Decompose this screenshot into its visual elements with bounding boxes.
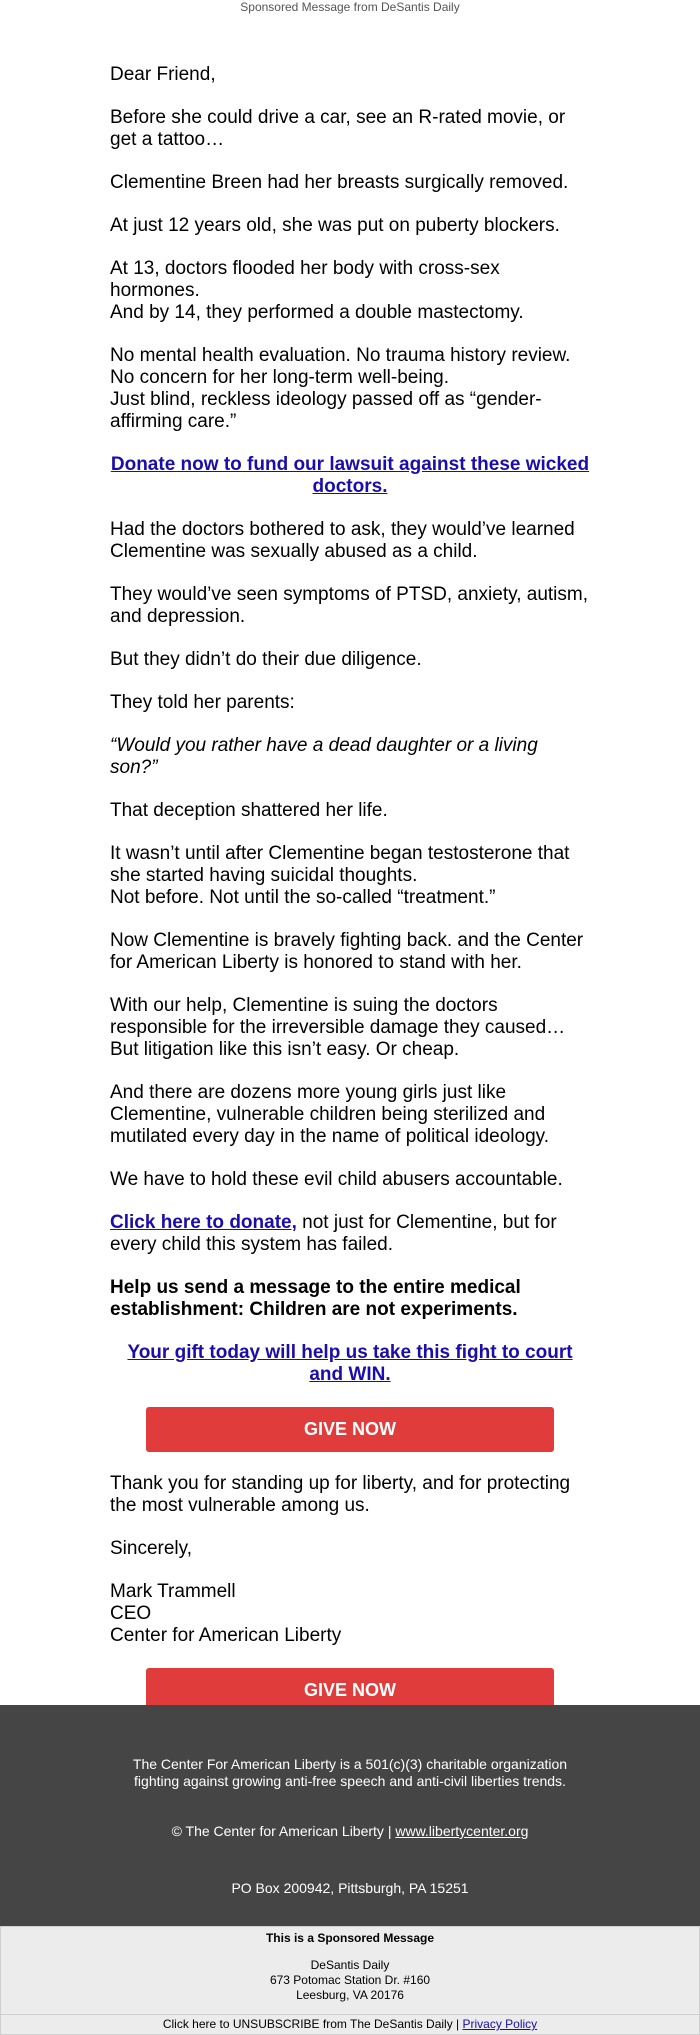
donate-link-block <box>110 454 590 498</box>
letter-body <box>110 64 590 1734</box>
sponsor-footer <box>0 1926 700 2035</box>
gift-court-link[interactable]: Your gift today will help us take this fight to court and WIN. <box>127 1342 573 1385</box>
paragraph <box>110 345 590 433</box>
gift-link-block <box>110 1342 590 1386</box>
org-description: The Center For American Liberty is a 501(c)(3) charitable organization fighting against growing anti-free speech and anti-civil liberties trends. <box>132 1756 568 1789</box>
line: At 13, doctors flooded her body with cross-sex hormones. <box>110 258 500 301</box>
privacy-policy-link[interactable]: Privacy Policy <box>462 2017 538 2031</box>
line: Not before. Not until the so-called “treatment.” <box>110 887 496 908</box>
paragraph: Before she could drive a car, see an R-rated movie, or get a tattoo… <box>110 107 566 150</box>
signature-name: Mark Trammell <box>110 1581 236 1602</box>
sponsor-footer-title: This is a Sponsored Message <box>265 1931 435 1945</box>
donate-lawsuit-link[interactable]: Donate now to fund our lawsuit against these wicked doctors. <box>110 454 590 497</box>
line: And by 14, they performed a double mastectomy. <box>110 302 524 323</box>
copyright-line <box>0 1823 700 1839</box>
paragraph: But they didn’t do their due diligence. <box>110 649 422 670</box>
paragraph: At just 12 years old, she was put on puberty blockers. <box>110 215 560 236</box>
bold-statement: Help us send a message to the entire medical establishment: Children are not experiments. <box>110 1277 521 1320</box>
closing: Sincerely, <box>110 1538 193 1559</box>
paragraph: Thank you for standing up for liberty, and for protecting the most vulnerable among us. <box>110 1473 571 1516</box>
organization-footer <box>0 1705 700 1926</box>
po-box-address: PO Box 200942, Pittsburgh, PA 15251 <box>231 1880 469 1896</box>
paragraph: Clementine Breen had her breasts surgically removed. <box>110 172 569 193</box>
sponsored-message-banner: Sponsored Message from DeSantis Daily <box>240 0 460 14</box>
website-link[interactable]: www.libertycenter.org <box>395 1823 529 1839</box>
paragraph: That deception shattered her life. <box>110 800 388 821</box>
click-rest-text: not just for Clementine, but for every child this system has failed. <box>110 1212 557 1255</box>
quote: “Would you rather have a dead daughter or a living son?” <box>110 735 538 778</box>
paragraph: Had the doctors bothered to ask, they would’ve learned Clementine was sexually abused as a child. <box>110 519 575 562</box>
paragraph <box>110 1212 590 1256</box>
sponsor-street: 673 Potomac Station Dr. #160 <box>269 1973 431 1987</box>
sponsor-address <box>1 1958 699 2003</box>
paragraph: With our help, Clementine is suing the doctors responsible for the irreversible damage they caused…But litigation like this isn’t easy. Or cheap. <box>110 995 566 1060</box>
paragraph: They would’ve seen symptoms of PTSD, anxiety, autism, and depression. <box>110 584 588 627</box>
paragraph: And there are dozens more young girls just like Clementine, vulnerable children being sterilized and mutilated every day in the name of political ideology. <box>110 1082 550 1147</box>
paragraph <box>110 258 590 324</box>
click-to-donate-link[interactable]: Click here to donate, <box>110 1212 297 1233</box>
signature <box>110 1581 590 1647</box>
unsubscribe-link[interactable]: Click here to UNSUBSCRIBE from The DeSantis Daily | <box>162 2017 463 2031</box>
sponsor-city: Leesburg, VA 20176 <box>296 1988 404 2002</box>
paragraph: Now Clementine is bravely fighting back. and the Center for American Liberty is honored to stand with her. <box>110 930 584 973</box>
give-now-wrap <box>110 1407 590 1452</box>
line: It wasn’t until after Clementine began testosterone that she started having suicidal thoughts. <box>110 843 570 886</box>
greeting: Dear Friend, <box>110 64 216 85</box>
signature-title: CEO <box>110 1603 152 1624</box>
sponsor-name: DeSantis Daily <box>310 1958 390 1972</box>
line: No mental health evaluation. No trauma history review. No concern for her long-term well-being. <box>110 345 571 388</box>
line: Just blind, reckless ideology passed off as “gender-affirming care.” <box>110 389 542 432</box>
give-now-button[interactable]: GIVE NOW <box>146 1407 554 1452</box>
give-now-button-2[interactable]: GIVE NOW <box>146 1668 554 1713</box>
paragraph <box>110 843 590 909</box>
paragraph: We have to hold these evil child abusers accountable. <box>110 1169 563 1190</box>
paragraph: They told her parents: <box>110 692 295 713</box>
copyright-text: © The Center for American Liberty | <box>171 1823 396 1839</box>
signature-org: Center for American Liberty <box>110 1625 342 1646</box>
unsubscribe-bar <box>1 2014 699 2034</box>
